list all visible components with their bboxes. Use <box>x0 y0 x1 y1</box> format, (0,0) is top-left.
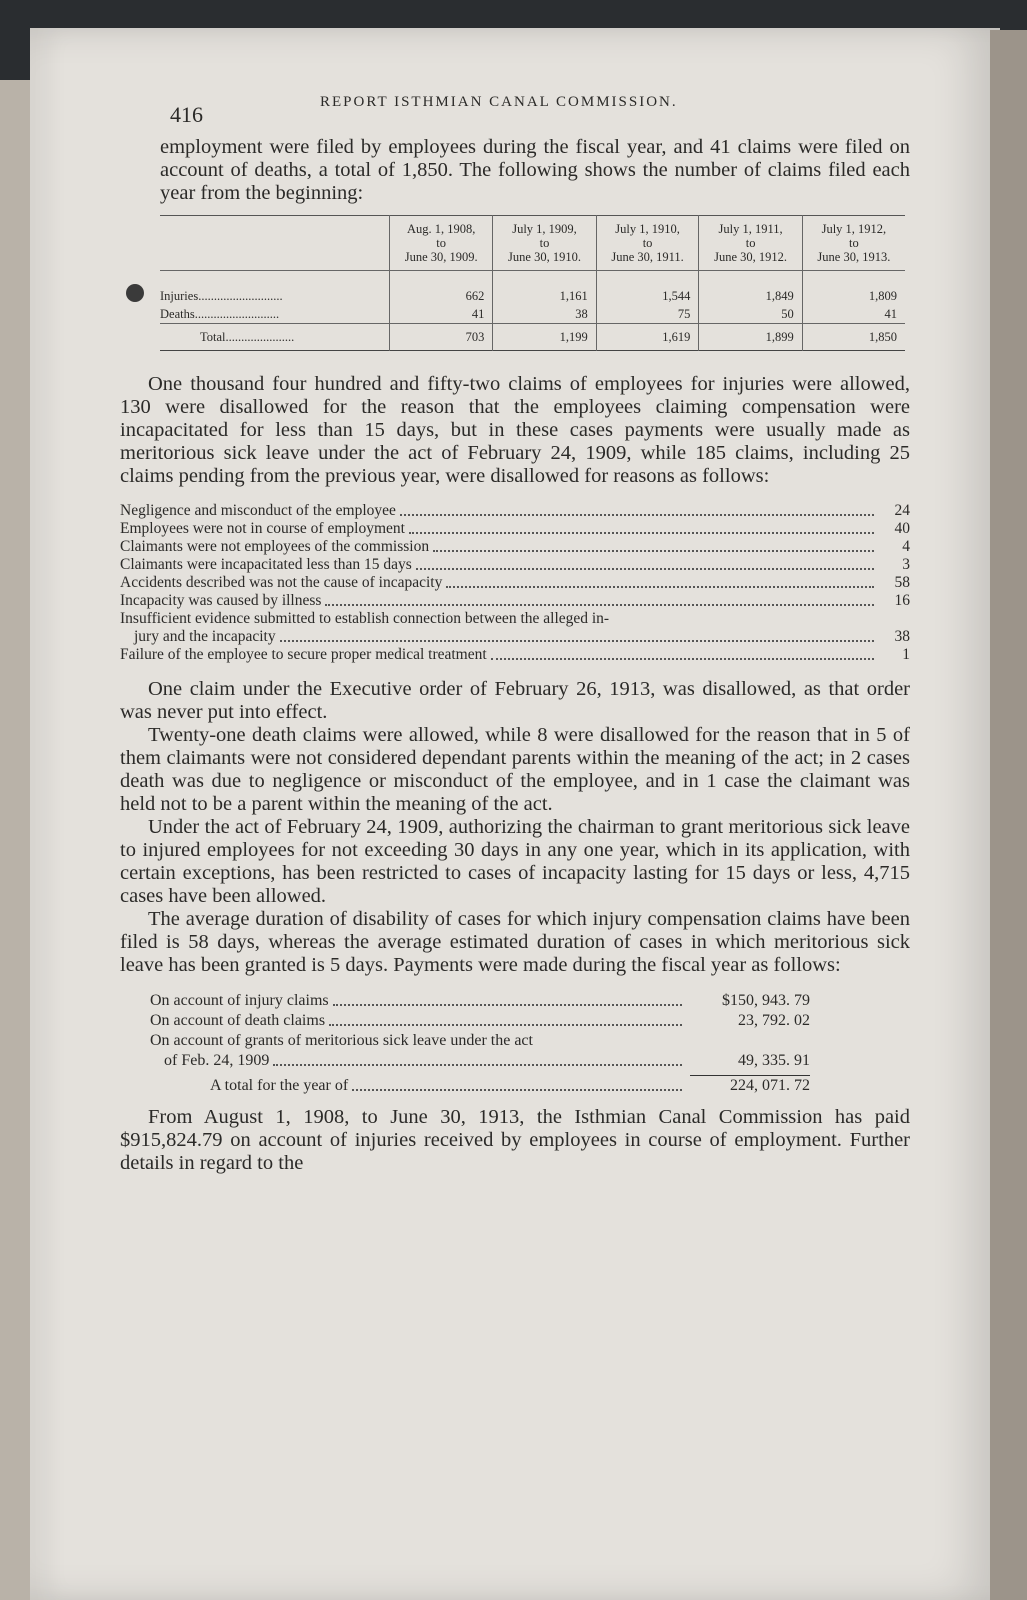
table-cell: 41 <box>802 305 905 324</box>
table-cell: 703 <box>390 324 493 351</box>
list-item: Failure of the employee to secure proper medical treatment 1 <box>120 646 910 663</box>
reasons-list <box>120 502 910 664</box>
table-cell: 38 <box>493 305 596 324</box>
list-item: Employees were not in course of employment 40 <box>120 520 910 537</box>
final-paragraph: From August 1, 1908, to June 30, 1913, the Isthmian Canal Commission has paid $915,824.79 on account of injuries received by employees in course of employment. Further details in regard to the <box>120 1106 910 1174</box>
row-label: Total...................... <box>160 324 390 351</box>
row-label: Injuries........................... <box>160 289 283 303</box>
column-header: July 1, 1909, to June 30, 1910. <box>493 216 596 271</box>
table-cell: 1,199 <box>493 324 596 351</box>
payments-list <box>150 991 810 1096</box>
page-number: 416 <box>170 102 203 127</box>
table-cell: 1,849 <box>699 271 802 306</box>
table-cell: 50 <box>699 305 802 324</box>
column-header: July 1, 1912, to June 30, 1913. <box>802 216 905 271</box>
list-item: Claimants were incapacitated less than 15 days 3 <box>120 556 910 573</box>
book-left-edge <box>0 80 34 1600</box>
table-header-blank <box>160 216 390 271</box>
table-cell: 1,850 <box>802 324 905 351</box>
table-cell: 1,544 <box>596 271 699 306</box>
table-row-injuries <box>160 271 905 306</box>
death-claims-paragraph: Twenty-one death claims were allowed, while 8 were disallowed for the reason that in 5 of them claimants were not considered dependant parents within the meaning of the act; in 2 cases death was due to negligence or misconduct of the employee, and in 1 case the claimant was held not to be a parent within the meaning of the act. <box>120 724 910 815</box>
intro-paragraph: employment were filed by employees during the fiscal year, and 41 claims were filed on account of deaths, a total of 1,850. The following shows the number of claims filed each year from the beginning: <box>160 136 910 204</box>
list-item: Accidents described was not the cause of incapacity 58 <box>120 574 910 591</box>
table-row-deaths <box>160 305 905 324</box>
column-header: July 1, 1910, to June 30, 1911. <box>596 216 699 271</box>
average-duration-paragraph: The average duration of disability of cases for which injury compensation claims have been filed is 58 days, whereas the average estimated duration of cases in which meritorious sick leave has been granted is 5 days. Payments were made during the fiscal year as follows: <box>120 908 910 976</box>
running-title: REPORT ISTHMIAN CANAL COMMISSION. <box>320 94 678 110</box>
list-item: Negligence and misconduct of the employee 24 <box>120 502 910 519</box>
payment-row: On account of death claims 23, 792. 02 <box>150 1012 810 1029</box>
column-header: July 1, 1911, to June 30, 1912. <box>699 216 802 271</box>
table-cell: 1,619 <box>596 324 699 351</box>
column-header: Aug. 1, 1908, to June 30, 1909. <box>390 216 493 271</box>
table-cell: 75 <box>596 305 699 324</box>
table-cell: 1,161 <box>493 271 596 306</box>
list-item-line1: Insufficient evidence submitted to establish connection between the alleged in- <box>120 610 610 627</box>
running-head <box>120 80 910 130</box>
executive-paragraph: One claim under the Executive order of February 26, 1913, was disallowed, as that order was never put into effect. <box>120 678 910 723</box>
payment-row: of Feb. 24, 1909 49, 335. 91 <box>164 1052 810 1069</box>
allowed-paragraph: One thousand four hundred and fifty-two claims of employees for injuries were allowed, 130 were disallowed for the reason that the employees claiming compensation were incapacitated for less than 15 days, but in these cases payments were usually made as meritorious sick leave under the act of February 24, 1909, while 185 claims, including 25 claims pending from the previous year, were disallowed for reasons as follows: <box>120 373 910 487</box>
table-cell: 41 <box>390 305 493 324</box>
row-label: Deaths........................... <box>160 307 280 321</box>
table-header-row <box>160 216 905 271</box>
table-cell: 1,899 <box>699 324 802 351</box>
payment-row-line1: On account of grants of meritorious sick leave under the act <box>150 1032 533 1049</box>
page-content <box>120 80 910 1175</box>
table-row-total <box>160 324 905 351</box>
list-item: Incapacity was caused by illness 16 <box>120 592 910 609</box>
table-cell: 662 <box>390 271 493 306</box>
payment-row: On account of injury claims $150, 943. 79 <box>150 992 810 1009</box>
claims-table <box>160 215 905 351</box>
sick-leave-paragraph: Under the act of February 24, 1909, authorizing the chairman to grant meritorious sick leave to injured employees for not exceeding 30 days in any one year, which in its application, with certain exceptions, has been restricted to cases of incapacity lasting for 15 days or less, 4,715 cases have been allowed. <box>120 816 910 907</box>
list-item: jury and the incapacity 38 <box>134 628 910 645</box>
list-item: Claimants were not employees of the commission 4 <box>120 538 910 555</box>
book-right-edge <box>990 30 1027 1600</box>
payment-total-row: A total for the year of 224, 071. 72 <box>210 1077 810 1094</box>
table-cell: 1,809 <box>802 271 905 306</box>
